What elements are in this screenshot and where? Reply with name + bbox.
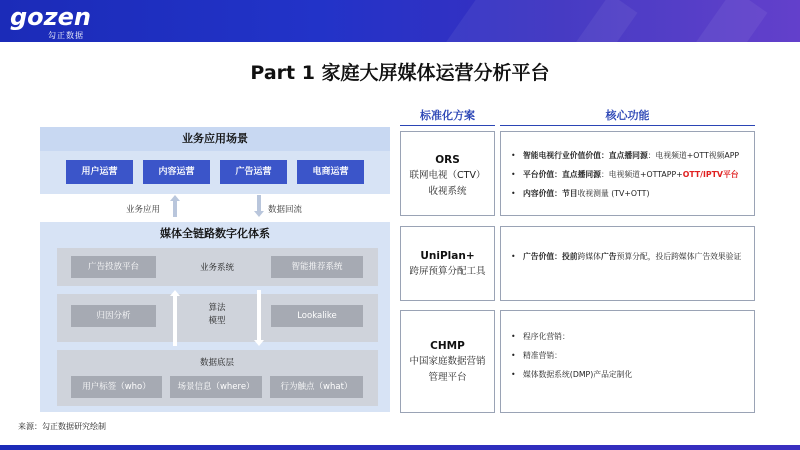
uniplan-feature-item: • 广告价值：投前跨媒体广告预算分配，投后跨媒体广告效果验证 xyxy=(511,251,746,263)
ors-desc-1: 联网电视（CTV） xyxy=(409,170,486,181)
uniplan-feature-list xyxy=(511,251,746,270)
logo-subtext: 勾正数据 xyxy=(48,31,84,40)
data-layer-header: 数据底层 xyxy=(199,358,234,368)
algorithm-label: 算法 xyxy=(208,303,226,313)
chmp-desc-2: 管理平台 xyxy=(428,372,467,383)
ors-name: ORS xyxy=(435,154,460,166)
arrow-down-icon xyxy=(254,290,264,346)
chmp-feature-item: • 程序化营销： xyxy=(511,331,746,343)
data-return-label: 数据回流 xyxy=(268,205,303,215)
page-title: Part 1 家庭大屏媒体运营分析平台 xyxy=(250,62,550,84)
scene-content-ops: 内容运营 xyxy=(143,160,210,184)
uniplan-name-box xyxy=(400,226,495,301)
behavior-touch-box: 行为触点（what） xyxy=(270,376,363,398)
business-app-label: 业务应用 xyxy=(126,205,161,215)
attribution-box: 归因分析 xyxy=(71,305,156,327)
user-tag-box: 用户标签（who） xyxy=(71,376,162,398)
chmp-name: CHMP xyxy=(430,340,465,352)
gozen-logo xyxy=(10,3,91,40)
scene-ad-ops: 广告运营 xyxy=(220,160,287,184)
col-standard-underline xyxy=(400,125,495,126)
scene-user-ops: 用户运营 xyxy=(66,160,133,184)
chmp-name-box xyxy=(400,310,495,413)
arrow-down-icon xyxy=(254,195,264,217)
uniplan-name: UniPlan+ xyxy=(420,250,475,262)
col-standard-header: 标准化方案 xyxy=(420,109,475,122)
ors-feature-item: • 智能电视行业价值价值：直点播同源：电视频道+OTT视频APP xyxy=(511,150,746,162)
chmp-feature-item: • 媒体数据系统(DMP)产品定制化 xyxy=(511,369,746,381)
algorithm-row xyxy=(57,294,378,342)
algorithm-model-label xyxy=(202,302,232,328)
business-scene-header: 业务应用场景 xyxy=(40,127,390,151)
ors-feature-item: • 平台价值：直点播同源：电视频道+OTTAPP+OTT/IPTV平台 xyxy=(511,169,746,181)
ors-feature-list xyxy=(511,150,746,207)
arrow-updown-icon xyxy=(170,290,180,346)
ors-features-box xyxy=(500,131,755,216)
logo-text: gozen xyxy=(10,3,91,31)
chmp-features-box xyxy=(500,310,755,413)
scene-ecommerce-ops: 电商运营 xyxy=(297,160,364,184)
model-label: 模型 xyxy=(208,316,226,326)
arrow-up-icon xyxy=(170,195,180,217)
uniplan-features-box xyxy=(500,226,755,301)
source-note: 来源：勾正数据研究绘制 xyxy=(18,422,106,431)
ors-name-box xyxy=(400,131,495,216)
ors-desc-2: 收视系统 xyxy=(428,186,467,197)
top-banner xyxy=(0,0,800,42)
col-core-header: 核心功能 xyxy=(605,109,650,122)
scene-info-box: 场景信息（where） xyxy=(170,376,262,398)
chmp-desc-1: 中国家庭数据营销 xyxy=(409,356,486,367)
business-scene-panel xyxy=(40,127,390,194)
data-layer-row xyxy=(57,350,378,406)
lookalike-box: Lookalike xyxy=(271,305,363,327)
col-core-underline xyxy=(500,125,755,126)
recommend-system-box: 智能推荐系统 xyxy=(271,256,363,278)
ors-feature-item: • 内容价值：节目收视测量 (TV+OTT) xyxy=(511,188,746,200)
bottom-bar xyxy=(0,445,800,450)
media-digital-system-panel xyxy=(40,222,390,412)
uniplan-desc: 跨屏预算分配工具 xyxy=(409,266,486,277)
business-system-row xyxy=(57,248,378,286)
business-system-label: 业务系统 xyxy=(199,263,234,273)
chmp-feature-item: • 精准营销： xyxy=(511,350,746,362)
ad-platform-box: 广告投放平台 xyxy=(71,256,156,278)
chmp-feature-list xyxy=(511,331,746,388)
media-system-header: 媒体全链路数字化体系 xyxy=(160,227,270,240)
